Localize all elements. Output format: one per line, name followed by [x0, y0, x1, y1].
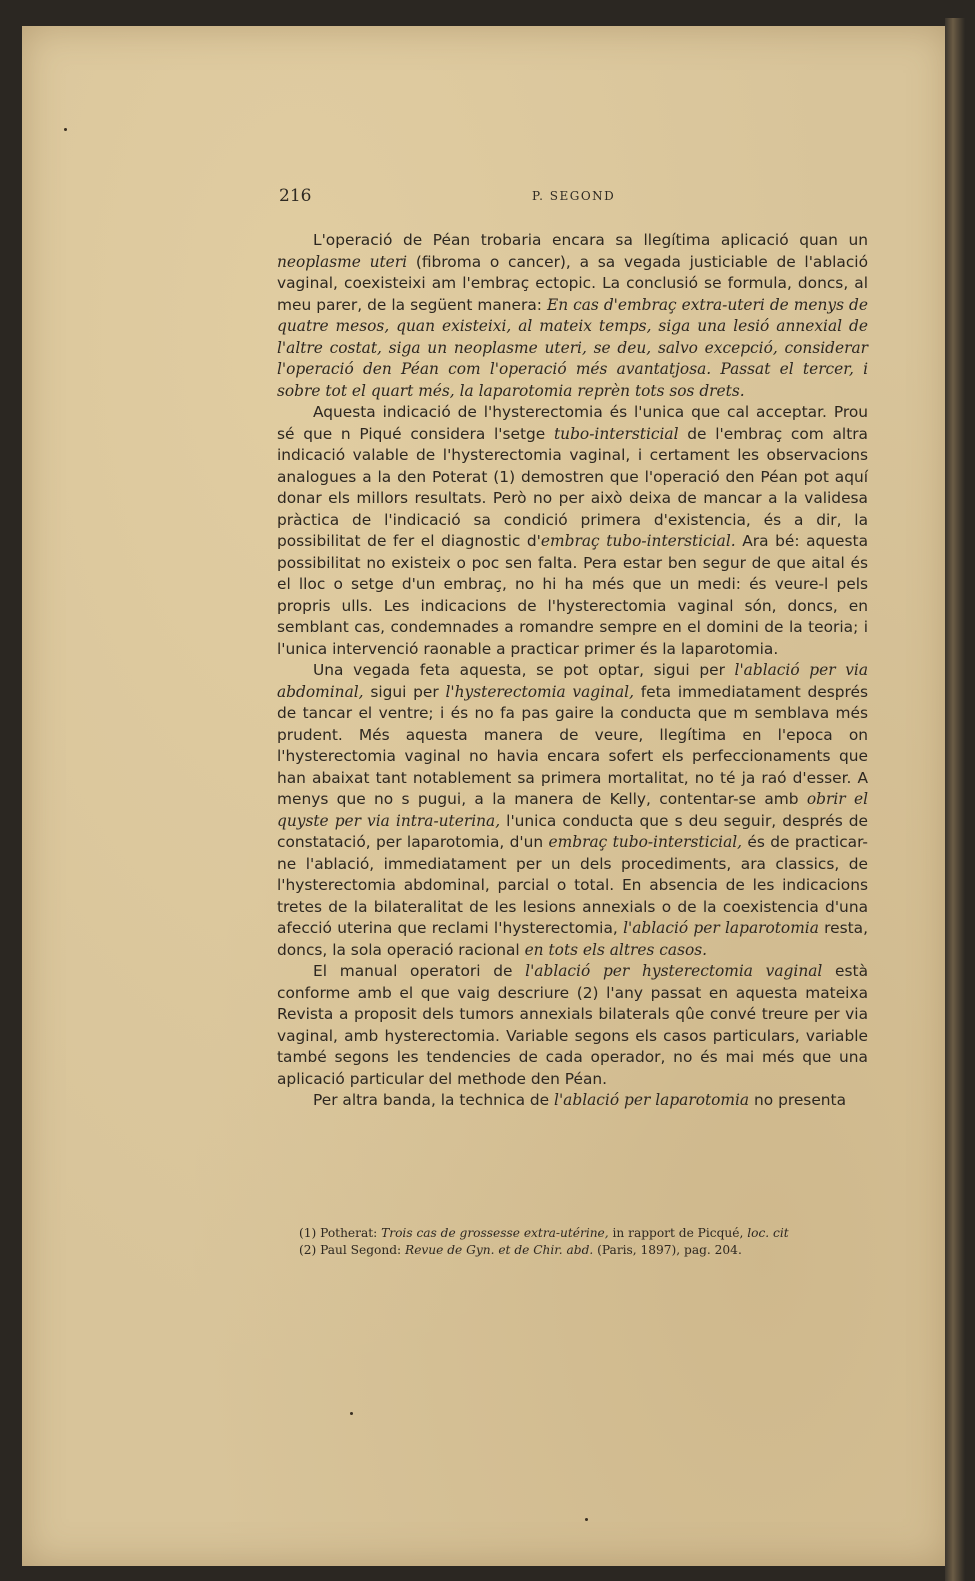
text-run: (2) Paul Segond: — [299, 1243, 406, 1257]
text-run: resta, doncs, la sola operació racional — [277, 919, 868, 959]
footnote-2 — [277, 1242, 868, 1259]
text-run: Aquesta indicació de l'hysterectomia és l'unica que cal acceptar. Prou sé que n Piqué considera l'setge — [277, 403, 868, 443]
footnotes — [277, 1225, 868, 1259]
text-run: (1) Potherat: — [299, 1226, 382, 1240]
paragraph-1 — [277, 230, 868, 402]
text-run: L'operació de Péan trobaria encara sa llegítima aplicació quan un — [313, 231, 868, 249]
text-run: in rapport de Picqué, — [608, 1226, 748, 1240]
running-head: P. SEGOND — [532, 189, 616, 203]
italic-text: en tots els altres casos. — [524, 940, 708, 959]
paper-speck — [64, 128, 67, 131]
italic-text: l'ablació per hysterectomia vaginal — [525, 962, 823, 980]
text-run: l'unica conducta que s deu seguir, després de constatació, per laparotomia, d'un — [277, 811, 868, 851]
text-run: Una vegada feta aquesta, se pot optar, sigui per — [313, 661, 735, 679]
italic-text: tubo-intersticial — [553, 424, 679, 443]
page-header — [279, 186, 868, 208]
italic-text: l'hysterectomia vaginal, — [445, 682, 634, 701]
italic-text: loc. cit — [747, 1226, 789, 1240]
italic-text: Revue de Gyn. et de Chir. abd. — [405, 1243, 594, 1257]
paragraph-3 — [277, 660, 868, 961]
italic-text: En cas d'embraç extra-uteri de menys de quatre mesos, quan existeixi, al mateix temps, siga una lesió annexial de l'altre costat, siga un neoplasme uteri, se deu, salvo excepció, considerar l'operació den Péan com l'operació més avantatjosa. Passat el tercer, i sobre tot el quart més, la laparotomia reprèn tots sos drets. — [277, 295, 868, 400]
text-run: Ara bé: aquesta possibilitat no existeix o poc sen falta. Pera estar ben segur de que aital és el lloc o setge d'un embraç, no hi ha més que un medi: és veure-l pels propris ulls. Les indicacions de l'hysterectomia vaginal són, doncs, en semblant cas, condemnades a romandre sempre en el domini de la teoria; i l'unica intervenció raonable a practicar primer és la laparotomia. — [277, 532, 868, 658]
text-run: Per altra banda, la technica de — [313, 1091, 555, 1109]
text-run: feta immediatament després de tancar el ventre; i és no fa pas gaire la conducta que m semblava més prudent. Més aquesta manera de veure, llegítima en l'epoca on l'hysterectomia vaginal no havia encara sofert els perfeccionaments que han abaixat tant notablement sa primera mortalitat, no té ja raó d'esser. A menys que no s pugui, a la manera de Kelly, contentar-se amb — [277, 682, 868, 808]
text-run: sigui per — [363, 682, 446, 701]
text-run: (Paris, 1897), pag. 204. — [593, 1243, 742, 1257]
book-spine-edge — [945, 18, 965, 1581]
body-text — [277, 230, 868, 1112]
paper-speck — [585, 1518, 588, 1521]
italic-text: obrir el quyste per via intra-uterina, — [277, 790, 868, 830]
italic-text: embraç tubo-intersticial, — [548, 833, 743, 851]
paper-speck — [350, 1412, 353, 1415]
italic-text: neoplasme uteri — [277, 252, 408, 271]
text-run: és de practicar-ne l'ablació, immediatament per un dels procediments, ara classics, de l'hysterectomia abdominal, parcial o total. En absencia de les indicacions tretes de la bilateralitat de les lesions annexials o de la coexistencia d'una afecció uterina que reclami l'hysterectomia, — [277, 833, 868, 937]
italic-text: l'ablació per laparotomia — [554, 1091, 750, 1109]
text-run: El manual operatori de — [313, 962, 526, 980]
italic-text: l'ablació per via abdominal, — [277, 661, 868, 701]
italic-text: embraç tubo-intersticial. — [540, 532, 736, 550]
footnote-1 — [277, 1225, 868, 1242]
italic-text: l'ablació per laparotomia — [623, 919, 819, 937]
text-run: està conforme amb el que vaig descriure (2) l'any passat en aquesta mateixa Revista a proposit dels tumors annexials bilaterals qûe convé treure per via vaginal, amb hysterectomia. Variable segons els casos particulars, variable també segons les tendencies de cada operador, no és mai més que una aplicació particular del methode den Péan. — [277, 962, 868, 1088]
text-run: no presenta — [749, 1091, 847, 1109]
paragraph-5 — [277, 1090, 868, 1112]
text-run: (fibroma o cancer), a sa vegada justiciable de l'ablació vaginal, coexisteixi am l'embraç ectopic. La conclusió se formula, doncs, al meu parer, de la següent manera: — [277, 252, 868, 314]
paragraph-2 — [277, 402, 868, 660]
italic-text: Trois cas de grossesse extra-utérine, — [381, 1226, 609, 1240]
page-number: 216 — [279, 186, 312, 206]
text-run: de l'embraç com altra indicació valable de l'hysterectomia vaginal, i certament les observacions analogues a la den Poterat (1) demostren que l'operació den Péan pot aquí donar els millors resultats. Però no per això deixa de mancar a la validesa pràctica de l'indicació sa condició primera d'existencia, és a dir, la possibilitat de fer el diagnostic d' — [277, 424, 868, 550]
paragraph-4 — [277, 961, 868, 1090]
